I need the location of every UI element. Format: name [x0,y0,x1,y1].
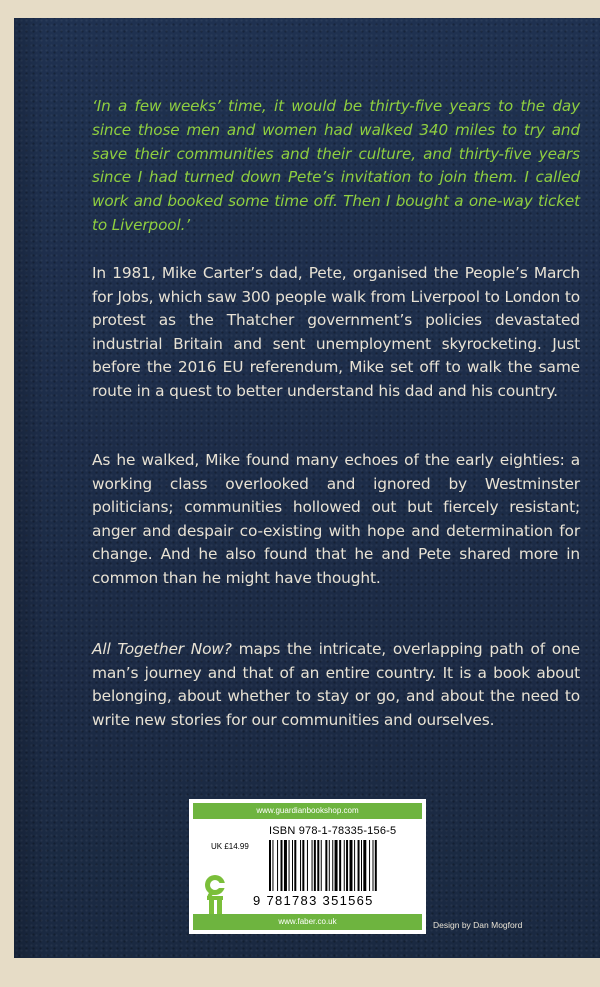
blurb-paragraph-3-text: maps the intricate, overlapping path of one man’s journey and that of an entire country. It is a book about belonging, about whether to stay or go, and about the need to write new stories for our communities and ourselves. [92,640,580,729]
barcode-label [189,799,426,934]
faber-url-bar: www.faber.co.uk [193,914,422,930]
barcode-digits: 9 781783 351565 [253,893,374,908]
blurb-paragraph-1: In 1981, Mike Carter’s dad, Pete, organised the People’s March for Jobs, which saw 300 people walk from Liverpool to London to protest as the Thatcher government’s policies devastated industrial Britain and sent unemployment skyrocketing. Just before the 2016 EU referendum, Mike set off to walk the same route in a quest to better understand his dad and his country. [92,264,580,400]
publisher-logo-icon [201,874,229,916]
pull-quote: ‘In a few weeks’ time, it would be thirty-five years to the day since those men and women had walked 340 miles to try and save their communities and their culture, and thirty-five years since I had turned down Pete’s invitation to join them. I called work and booked some time off. Then I bought a one-way ticket to Liverpool.’ [92,97,580,234]
book-title: All Together Now? [92,640,232,658]
blurb-paragraph-2: As he walked, Mike found many echoes of the early eighties: a working class overlooked and ignored by Westminster politicians; communities hollowed out but fiercely resistant; anger and despair co-existing with hope and determination for change. And he also found that he and Pete shared more in common than he might have thought. [92,451,580,587]
guardian-url-bar: www.guardianbookshop.com [193,803,422,819]
isbn: ISBN 978-1-78335-156-5 [269,825,397,837]
design-credit: Design by Dan Mogford [433,920,523,930]
back-cover [14,18,600,958]
price: UK £14.99 [211,842,249,851]
barcode-icon [267,840,415,891]
blurb-paragraph-3 [92,638,580,732]
